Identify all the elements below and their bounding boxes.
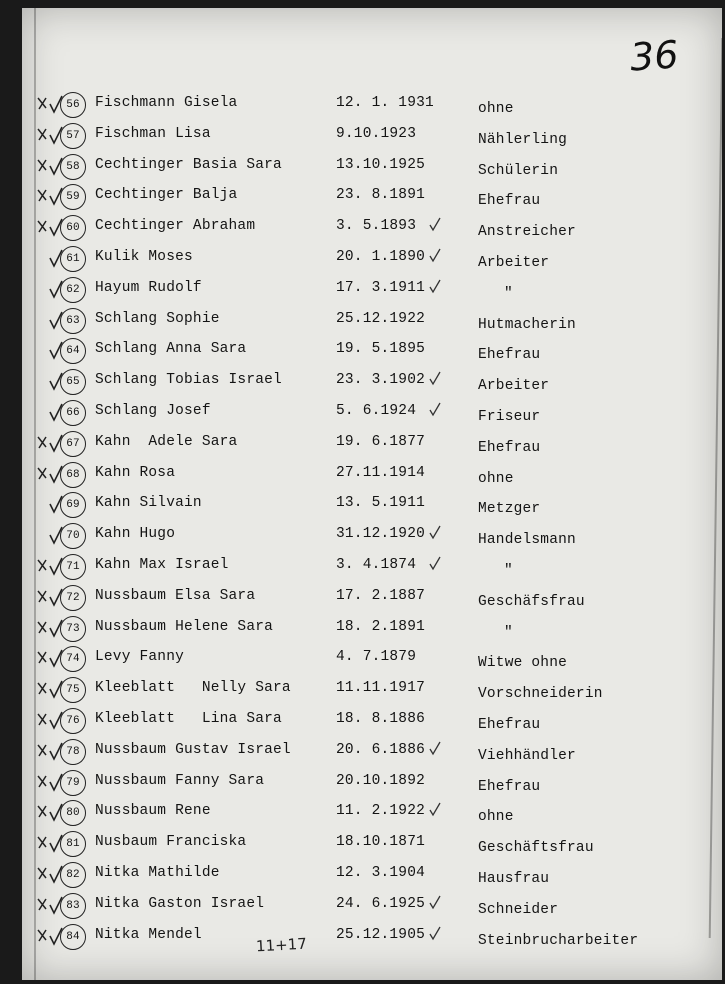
- list-item: [22, 675, 722, 706]
- entry-name: Schlang Tobias Israel: [95, 372, 282, 389]
- list-item: [22, 583, 722, 614]
- entry-birthdate: 18. 8.1886: [336, 710, 426, 727]
- entry-birthdate: 20. 1.1890: [336, 248, 426, 265]
- entry-number: 62: [60, 277, 86, 303]
- entry-number: 73: [60, 616, 86, 642]
- entry-number: 70: [60, 523, 86, 549]
- document-page: [22, 8, 722, 980]
- entry-birthdate: 17. 3.1911: [336, 279, 426, 296]
- entry-number: 61: [60, 246, 86, 272]
- list-item: [22, 121, 722, 152]
- entry-occupation: Viehhändler: [478, 747, 576, 764]
- entry-list: [22, 90, 722, 952]
- entry-name: Kahn Hugo: [95, 526, 176, 543]
- entry-number: 56: [60, 92, 86, 118]
- entry-name: Kahn Silvain: [95, 495, 202, 512]
- entry-occupation: ohne: [478, 809, 514, 826]
- entry-name: Kahn Adele Sara: [95, 433, 238, 450]
- entry-number: 80: [60, 800, 86, 826]
- entry-number: 72: [60, 585, 86, 611]
- entry-birthdate: 12. 3.1904: [336, 864, 426, 881]
- entry-occupation: ": [504, 562, 513, 579]
- entry-birthdate: 3. 4.1874: [336, 556, 417, 573]
- entry-name: Fischman Lisa: [95, 125, 211, 142]
- entry-number: 64: [60, 338, 86, 364]
- entry-birthdate: 12. 1. 1931: [336, 95, 434, 111]
- entry-name: Kleeblatt Lina Sara: [95, 710, 282, 727]
- entry-birthdate: 18.10.1871: [336, 834, 426, 851]
- tick-icon: [428, 800, 442, 818]
- entry-name: Schlang Josef: [95, 402, 211, 419]
- list-item: [22, 706, 722, 737]
- entry-birthdate: 5. 6.1924: [336, 402, 417, 419]
- entry-occupation: Ehefrau: [478, 439, 541, 456]
- entry-name: Kulik Moses: [95, 248, 193, 265]
- list-item: [22, 213, 722, 244]
- entry-birthdate: 17. 2.1887: [336, 587, 426, 604]
- entry-birthdate: 23. 3.1902: [336, 372, 426, 389]
- entry-birthdate: 11. 2.1922: [336, 803, 426, 820]
- entry-name: Nitka Mendel: [95, 926, 202, 943]
- list-item: [22, 306, 722, 337]
- tick-icon: [428, 369, 442, 387]
- entry-number: 57: [60, 123, 86, 149]
- entry-number: 81: [60, 831, 86, 857]
- entry-occupation: ohne: [478, 470, 514, 487]
- entry-occupation: Friseur: [478, 408, 541, 425]
- entry-occupation: ": [504, 285, 513, 302]
- entry-number: 76: [60, 708, 86, 734]
- list-item: [22, 737, 722, 768]
- entry-occupation: Arbeiter: [478, 254, 550, 271]
- entry-birthdate: 19. 6.1877: [336, 433, 426, 450]
- entry-occupation: Nählerling: [478, 131, 568, 148]
- list-item: [22, 860, 722, 891]
- entry-name: Nussbaum Rene: [95, 803, 211, 820]
- entry-name: Nitka Mathilde: [95, 864, 220, 881]
- entry-occupation: Metzger: [478, 501, 541, 518]
- entry-birthdate: 20. 6.1886: [336, 741, 426, 758]
- entry-name: Nitka Gaston Israel: [95, 895, 265, 912]
- tick-icon: [428, 277, 442, 295]
- entry-number: 59: [60, 184, 86, 210]
- entry-occupation: Ehefrau: [478, 347, 541, 364]
- entry-number: 66: [60, 400, 86, 426]
- entry-name: Nussbaum Elsa Sara: [95, 587, 256, 604]
- entry-name: Levy Fanny: [95, 649, 185, 666]
- list-item: [22, 367, 722, 398]
- entry-birthdate: 13.10.1925: [336, 156, 426, 173]
- tick-icon: [428, 400, 442, 418]
- entry-name: Kleeblatt Nelly Sara: [95, 680, 291, 697]
- entry-birthdate: 24. 6.1925: [336, 895, 426, 912]
- entry-number: 68: [60, 462, 86, 488]
- entry-occupation: Handelsmann: [478, 532, 576, 549]
- entry-occupation: Anstreicher: [478, 224, 576, 241]
- entry-birthdate: 31.12.1920: [336, 526, 426, 543]
- list-item: [22, 829, 722, 860]
- entry-name: Nussbaum Fanny Sara: [95, 772, 265, 789]
- entry-number: 60: [60, 215, 86, 241]
- entry-occupation: Hutmacherin: [478, 316, 576, 333]
- entry-number: 74: [60, 646, 86, 672]
- entry-birthdate: 9.10.1923: [336, 125, 417, 142]
- entry-name: Nussbaum Gustav Israel: [95, 741, 291, 758]
- tick-icon: [428, 739, 442, 757]
- entry-occupation: ": [504, 624, 513, 641]
- entry-number: 84: [60, 924, 86, 950]
- list-item: [22, 460, 722, 491]
- entry-name: Kahn Max Israel: [95, 556, 229, 573]
- entry-number: 79: [60, 770, 86, 796]
- list-item: [22, 552, 722, 583]
- tick-icon: [428, 924, 442, 942]
- entry-occupation: Schneider: [478, 901, 559, 918]
- entry-name: Cechtinger Abraham: [95, 218, 256, 235]
- entry-number: 82: [60, 862, 86, 888]
- list-item: [22, 768, 722, 799]
- list-item: [22, 614, 722, 645]
- page-number: 36: [628, 32, 680, 80]
- entry-birthdate: 20.10.1892: [336, 772, 426, 789]
- entry-birthdate: 23. 8.1891: [336, 187, 426, 204]
- tick-icon: [428, 554, 442, 572]
- entry-occupation: Vorschneiderin: [478, 686, 603, 703]
- handwritten-note: 11+17: [255, 934, 308, 956]
- list-item: [22, 152, 722, 183]
- entry-birthdate: 3. 5.1893: [336, 218, 417, 235]
- list-item: [22, 275, 722, 306]
- entry-name: Fischmann Gisela: [95, 95, 238, 111]
- tick-icon: [428, 246, 442, 264]
- entry-number: 67: [60, 431, 86, 457]
- entry-occupation: Geschäftsfrau: [478, 840, 594, 857]
- entry-name: Hayum Rudolf: [95, 279, 202, 296]
- entry-occupation: Hausfrau: [478, 870, 550, 887]
- entry-number: 69: [60, 492, 86, 518]
- list-item: [22, 429, 722, 460]
- entry-name: Cechtinger Balja: [95, 187, 238, 204]
- entry-birthdate: 11.11.1917: [336, 680, 426, 697]
- entry-birthdate: 27.11.1914: [336, 464, 426, 481]
- entry-name: Kahn Rosa: [95, 464, 176, 481]
- entry-name: Schlang Sophie: [95, 310, 220, 327]
- entry-name: Schlang Anna Sara: [95, 341, 247, 358]
- entry-occupation: Witwe ohne: [478, 655, 568, 672]
- entry-number: 58: [60, 154, 86, 180]
- list-item: [22, 244, 722, 275]
- entry-number: 75: [60, 677, 86, 703]
- entry-birthdate: 18. 2.1891: [336, 618, 426, 635]
- tick-icon: [428, 893, 442, 911]
- entry-birthdate: 25.12.1905: [336, 926, 426, 943]
- list-item: [22, 398, 722, 429]
- list-item: [22, 891, 722, 922]
- entry-occupation: Schülerin: [478, 162, 559, 179]
- entry-name: Nusbaum Franciska: [95, 834, 247, 851]
- entry-name: Nussbaum Helene Sara: [95, 618, 274, 635]
- entry-name: Cechtinger Basia Sara: [95, 156, 282, 173]
- list-item: [22, 521, 722, 552]
- tick-icon: [428, 523, 442, 541]
- entry-number: 78: [60, 739, 86, 765]
- entry-occupation: Geschäfsfrau: [478, 593, 585, 610]
- entry-birthdate: 19. 5.1895: [336, 341, 426, 358]
- entry-number: 65: [60, 369, 86, 395]
- entry-occupation: Ehefrau: [478, 778, 541, 795]
- tick-icon: [428, 215, 442, 233]
- list-item: [22, 490, 722, 521]
- list-item: [22, 182, 722, 213]
- entry-number: 71: [60, 554, 86, 580]
- entry-occupation: Steinbrucharbeiter: [478, 932, 639, 949]
- entry-occupation: Ehefrau: [478, 193, 541, 210]
- list-item: [22, 922, 722, 953]
- list-item: [22, 90, 722, 121]
- list-item: [22, 798, 722, 829]
- entry-occupation: ohne: [478, 101, 514, 117]
- entry-number: 83: [60, 893, 86, 919]
- entry-occupation: Arbeiter: [478, 378, 550, 395]
- entry-number: 63: [60, 308, 86, 334]
- entry-birthdate: 13. 5.1911: [336, 495, 426, 512]
- list-item: [22, 336, 722, 367]
- entry-occupation: Ehefrau: [478, 716, 541, 733]
- list-item: [22, 644, 722, 675]
- entry-birthdate: 25.12.1922: [336, 310, 426, 327]
- entry-birthdate: 4. 7.1879: [336, 649, 417, 666]
